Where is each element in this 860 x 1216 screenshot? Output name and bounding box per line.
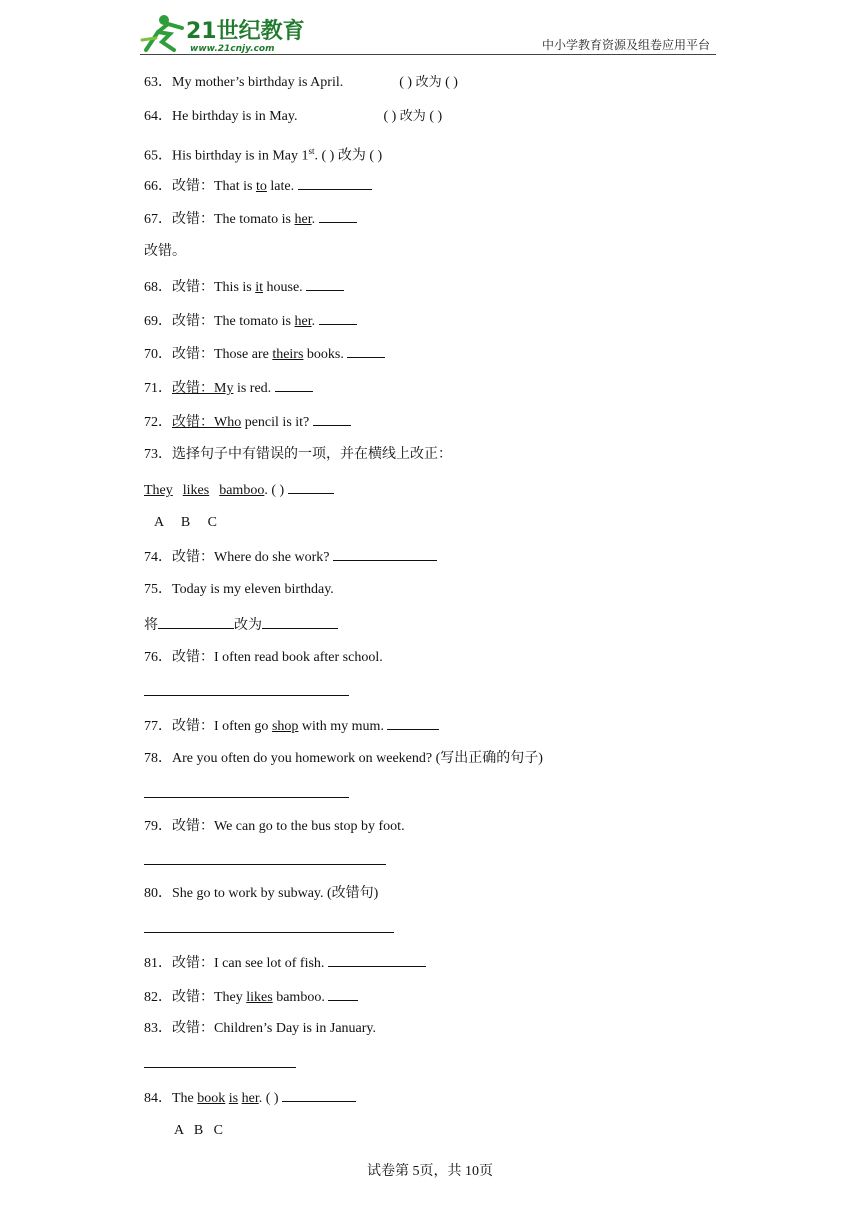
answer-blank-67[interactable] — [319, 209, 357, 223]
question-77 — [144, 716, 439, 736]
question-70-underlined: theirs — [272, 347, 304, 362]
question-82-text: 82．改错：They — [144, 990, 247, 1005]
answer-blank-73[interactable] — [288, 480, 334, 494]
question-75-label-a: 将 — [144, 618, 158, 633]
answer-line-79[interactable] — [144, 851, 386, 871]
question-70 — [144, 344, 385, 364]
platform-name: 中小学教育资源及组卷应用平台 — [541, 38, 710, 52]
question-71-post: is red. — [233, 381, 272, 396]
question-66-text: 66．改错：That is — [144, 179, 256, 194]
answer-blank-75-a[interactable] — [158, 615, 234, 629]
answer-blank-70[interactable] — [347, 344, 385, 358]
question-74 — [144, 547, 437, 567]
question-73-word-b: likes — [182, 483, 210, 498]
question-78: 78．Are you often do you homework on weekend? (写出正确的句子) — [144, 751, 543, 766]
answer-blank-77[interactable] — [387, 716, 439, 730]
answer-blank-84[interactable] — [282, 1088, 356, 1102]
question-67-post: . — [311, 212, 316, 227]
question-67-note: 改错。 — [144, 244, 186, 259]
question-72-post: pencil is it? — [241, 415, 310, 430]
question-77-text: 77．改错：I often go — [144, 719, 272, 734]
question-75-label-b: 改为 — [234, 618, 262, 633]
question-73-options: A B C — [154, 515, 218, 530]
question-64-text: 64．He birthday is in May. — [144, 109, 298, 124]
question-73-sentence — [144, 480, 334, 500]
logo-url: www.21cnjy.com — [190, 44, 275, 54]
question-70-text: 70．改错：Those are — [144, 347, 273, 362]
answer-line-83[interactable] — [144, 1054, 296, 1074]
question-76: 76．改错：I often read book after school. — [144, 650, 383, 665]
question-81-text: 81．改错：I can see lot of fish. — [144, 956, 325, 971]
question-69-text: 69．改错：The tomato is — [144, 314, 295, 329]
question-74-text: 74．改错：Where do she work? — [144, 550, 330, 565]
question-64-paren-2[interactable]: ( ) — [429, 109, 443, 124]
question-65-sup: st — [308, 146, 315, 156]
question-63-paren-2[interactable]: ( ) — [445, 75, 458, 90]
page-header — [140, 8, 716, 56]
question-84-options: A B C — [174, 1123, 224, 1138]
question-67-text: 67．改错：The tomato is — [144, 212, 295, 227]
question-82-underlined: likes — [246, 990, 273, 1005]
question-68-post: house. — [263, 280, 303, 295]
answer-blank-69[interactable] — [319, 311, 357, 325]
question-68-underlined: it — [255, 280, 264, 295]
question-68-text: 68．改错：This is — [144, 280, 256, 295]
question-84 — [144, 1088, 356, 1108]
question-82-post: bamboo. — [272, 990, 325, 1005]
question-64-change-to: 改为 — [399, 109, 426, 124]
question-63 — [144, 74, 458, 92]
header-rule — [140, 54, 716, 55]
question-63-text: 63．My mother’s birthday is April. — [144, 75, 344, 90]
question-83: 83．改错：Children’s Day is in January. — [144, 1021, 377, 1036]
question-72-underlined: 改错：Who — [172, 415, 242, 430]
question-68 — [144, 277, 344, 297]
question-71-underlined: 改错：My — [172, 381, 234, 396]
question-63-change-to: 改为 — [415, 75, 442, 90]
question-72-num: 72． — [144, 415, 172, 430]
question-67 — [144, 209, 357, 229]
answer-blank-68[interactable] — [306, 277, 344, 291]
answer-blank-82[interactable] — [328, 987, 358, 1001]
question-69 — [144, 311, 357, 331]
question-65-text: 65．His birthday is in May 1 — [144, 148, 309, 164]
question-71 — [144, 378, 313, 398]
answer-blank-72[interactable] — [313, 412, 351, 426]
answer-blank-75-b[interactable] — [262, 615, 338, 629]
question-77-underlined: shop — [271, 719, 299, 734]
question-72 — [144, 412, 351, 432]
question-84-word-c: her — [241, 1091, 259, 1106]
question-84-paren[interactable]: . ( ) — [258, 1091, 279, 1106]
question-69-post: . — [311, 314, 316, 329]
answer-line-78[interactable] — [144, 784, 349, 804]
logo-main: 21世纪教育 — [186, 19, 305, 44]
page-number: 试卷第 5页，共 10页 — [367, 1164, 493, 1179]
question-75-answer — [144, 615, 338, 635]
question-84-word-a: book — [197, 1091, 226, 1106]
question-67-underlined: her — [294, 212, 312, 227]
answer-blank-66[interactable] — [298, 176, 372, 190]
question-82 — [144, 987, 358, 1007]
question-84-text: 84．The — [144, 1091, 198, 1106]
question-79: 79．改错：We can go to the bus stop by foot. — [144, 819, 405, 834]
question-73-word-a: They — [144, 483, 173, 498]
question-73-paren[interactable]: . ( ) — [264, 483, 285, 498]
answer-line-80[interactable] — [144, 919, 394, 939]
question-73: 73．选择句子中有错误的一项，并在横线上改正： — [144, 447, 452, 462]
question-63-paren-1[interactable]: ( ) — [399, 75, 413, 90]
answer-blank-81[interactable] — [328, 953, 426, 967]
question-66-underlined: to — [256, 179, 267, 194]
question-64-paren-1[interactable]: ( ) — [383, 109, 397, 124]
question-70-post: books. — [303, 347, 344, 362]
question-66-post: late. — [266, 179, 295, 194]
question-80: 80．She go to work by subway. (改错句) — [144, 886, 379, 901]
question-65 — [144, 142, 382, 166]
question-65-post: . ( ) 改为 ( ) — [314, 148, 383, 164]
question-77-post: with my mum. — [298, 719, 384, 734]
question-69-underlined: her — [294, 314, 312, 329]
question-81 — [144, 953, 426, 973]
answer-blank-71[interactable] — [275, 378, 313, 392]
question-71-num: 71． — [144, 381, 172, 396]
question-84-word-b: is — [228, 1091, 239, 1106]
question-73-word-c: bamboo — [219, 483, 265, 498]
answer-line-76[interactable] — [144, 682, 349, 702]
question-75: 75．Today is my eleven birthday. — [144, 582, 334, 597]
logo-runner-icon — [140, 10, 320, 54]
question-66 — [144, 176, 372, 196]
answer-blank-74[interactable] — [333, 547, 437, 561]
question-64 — [144, 108, 442, 126]
